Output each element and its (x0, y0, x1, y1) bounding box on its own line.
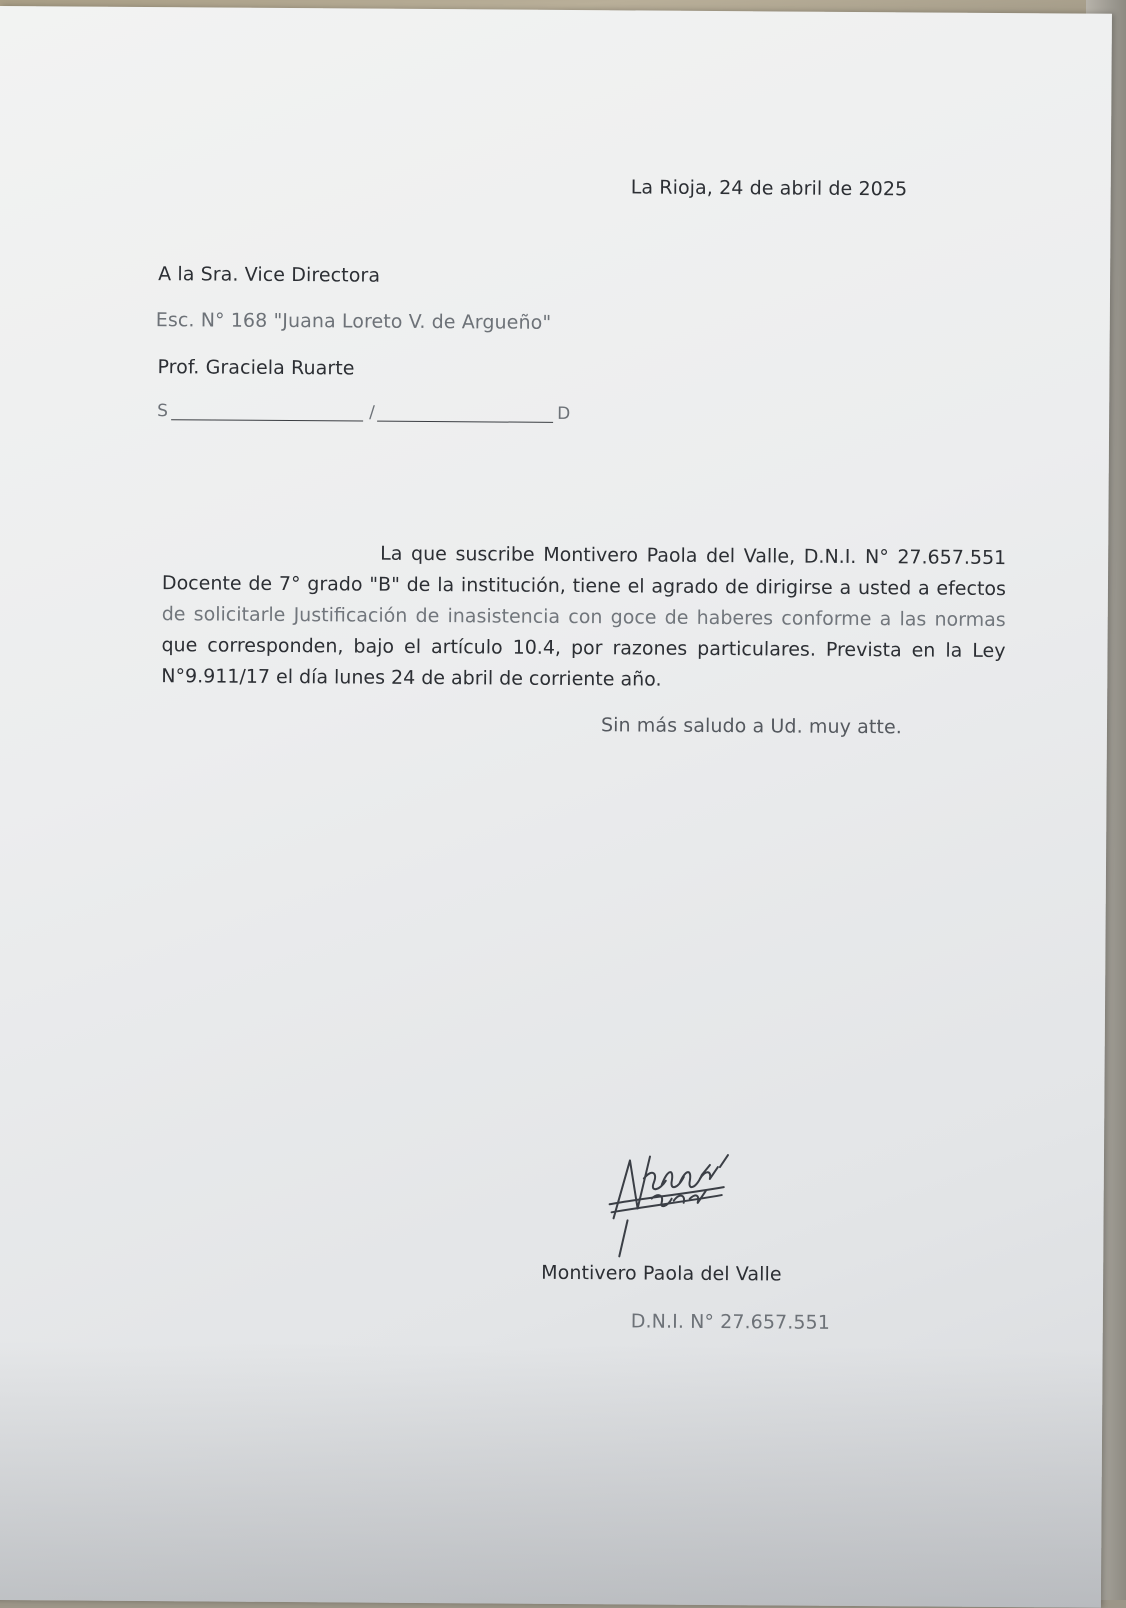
signer-dni: D.N.I. N° 27.657.551 (630, 1310, 831, 1334)
sd-d-letter: D (557, 403, 571, 424)
body-line: de solicitarle Justificación de inasistencia con goce de haberes conforme a las normas (161, 603, 1006, 632)
sd-underline-left (171, 419, 363, 421)
su-despacho-line (157, 401, 577, 428)
handwritten-signature (599, 1138, 760, 1259)
body-line: que corresponden, bajo el artículo 10.4, por razones particulares. Prevista en la Ley (161, 634, 1006, 663)
sd-s-letter: S (157, 401, 169, 422)
body-line: La que suscribe Montivero Paola del Valle, D.N.I. N° 27.657.551 (380, 542, 1007, 570)
paper-sheet (0, 6, 1112, 1608)
recipient-line: Prof. Graciela Ruarte (157, 356, 355, 380)
closing-line: Sin más saludo a Ud. muy atte. (600, 714, 903, 739)
signer-name: Montivero Paola del Valle (541, 1261, 782, 1286)
addressee-line: A la Sra. Vice Directora (158, 263, 381, 287)
date-line: La Rioja, 24 de abril de 2025 (630, 176, 908, 201)
sd-underline-right (377, 421, 553, 423)
paper-shadow (0, 1340, 1103, 1608)
letter-body (161, 537, 1006, 698)
body-line: Docente de 7° grado "B" de la institución, tiene el agrado de dirigirse a usted a efectos (161, 572, 1007, 601)
school-line: Esc. N° 168 "Juana Loreto V. de Argueño" (155, 309, 552, 334)
body-line: N°9.911/17 el día lunes 24 de abril de corriente año. (161, 665, 662, 691)
sd-slash: / (369, 402, 375, 423)
